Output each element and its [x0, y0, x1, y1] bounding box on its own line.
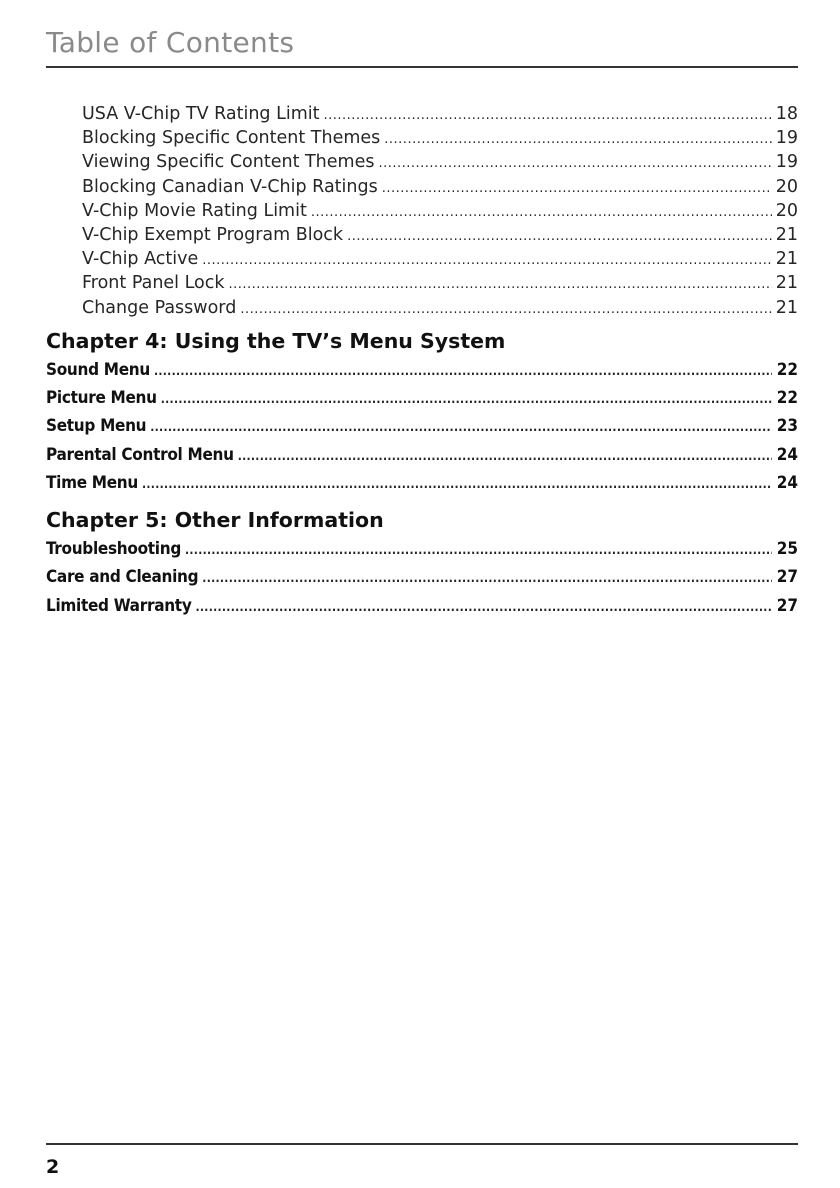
toc-page-number: 25	[776, 539, 798, 560]
toc-entry-label: Blocking Canadian V-Chip Ratings	[82, 176, 378, 197]
dot-leader	[202, 253, 771, 268]
toc-entry-label: Parental Control Menu	[46, 444, 234, 465]
dot-leader	[229, 277, 772, 292]
dot-leader	[142, 477, 772, 491]
toc-page-number: 19	[775, 152, 798, 173]
toc-entry-label: Limited Warranty	[46, 595, 192, 616]
toc-page-number: 21	[775, 273, 798, 294]
toc-page-number: 18	[775, 104, 798, 124]
chapter-heading: Chapter 4: Using the TV’s Menu System	[46, 328, 506, 353]
toc-page-number: 21	[775, 224, 798, 245]
toc-entry-label: Picture Menu	[46, 387, 157, 408]
toc-entry-label: V-Chip Active	[82, 249, 199, 270]
toc-entry[interactable]	[46, 416, 798, 444]
dot-leader	[154, 364, 772, 378]
toc-page-number: 24	[776, 444, 798, 465]
dot-leader	[378, 156, 771, 171]
toc-page-number: 20	[775, 200, 798, 221]
toc-entry-label: Troubleshooting	[46, 539, 181, 560]
toc-page-number: 21	[775, 297, 798, 318]
toc-page-number: 27	[776, 567, 798, 588]
dot-leader	[384, 132, 771, 147]
toc-page-number: 20	[775, 176, 798, 197]
toc-entry-label: V-Chip Movie Rating Limit	[82, 200, 307, 221]
toc-entry[interactable]	[82, 298, 798, 322]
toc-entry-label: Front Panel Lock	[82, 273, 225, 294]
dot-leader	[196, 600, 773, 614]
toc-entry[interactable]	[46, 473, 798, 501]
toc-page-number: 22	[776, 387, 798, 408]
toc-entry[interactable]	[82, 201, 798, 225]
toc-entry[interactable]	[46, 445, 798, 473]
dot-leader	[240, 302, 771, 317]
dot-leader	[323, 108, 771, 123]
toc-page-number: 21	[775, 249, 798, 270]
toc-entry[interactable]	[82, 104, 798, 128]
page-title: Table of Contents	[46, 26, 295, 59]
toc-entry-label: Sound Menu	[46, 359, 150, 380]
toc-entry[interactable]	[82, 177, 798, 201]
toc-entry[interactable]	[46, 388, 798, 416]
toc-page-number: 24	[776, 472, 798, 493]
title-divider	[46, 66, 798, 68]
toc-entry-label: Change Password	[82, 297, 237, 318]
toc-entry-label: Care and Cleaning	[46, 567, 199, 588]
toc-entry-label: V-Chip Exempt Program Block	[82, 224, 344, 245]
toc-entry-label: Blocking Specific Content Themes	[82, 128, 381, 149]
chapter-heading: Chapter 5: Other Information	[46, 508, 384, 533]
page-number: 2	[46, 1156, 60, 1178]
toc-entry[interactable]	[82, 273, 798, 297]
toc-entry[interactable]	[46, 360, 798, 388]
dot-leader	[382, 181, 772, 196]
toc-page-number: 22	[776, 359, 798, 380]
dot-leader	[238, 449, 772, 463]
toc-page-number: 23	[776, 416, 798, 437]
table-of-contents	[46, 104, 798, 624]
dot-leader	[347, 229, 772, 244]
toc-entry[interactable]	[46, 596, 798, 624]
toc-entry[interactable]	[82, 152, 798, 176]
toc-entry-label: Time Menu	[46, 472, 138, 493]
dot-leader	[161, 392, 772, 406]
footer-divider	[46, 1143, 798, 1145]
toc-entry[interactable]	[82, 249, 798, 273]
toc-page-number: 19	[775, 128, 798, 149]
toc-entry[interactable]	[46, 539, 798, 567]
dot-leader	[150, 420, 772, 434]
toc-entry[interactable]	[46, 567, 798, 595]
toc-entry-label: Setup Menu	[46, 416, 147, 437]
toc-entry-label: USA V-Chip TV Rating Limit	[82, 104, 320, 124]
dot-leader	[185, 543, 772, 557]
toc-entry[interactable]	[82, 128, 798, 152]
dot-leader	[311, 205, 772, 220]
toc-entry[interactable]	[82, 225, 798, 249]
toc-entry-label: Viewing Specific Content Themes	[82, 152, 375, 173]
dot-leader	[202, 571, 772, 585]
toc-page-number: 27	[776, 595, 798, 616]
